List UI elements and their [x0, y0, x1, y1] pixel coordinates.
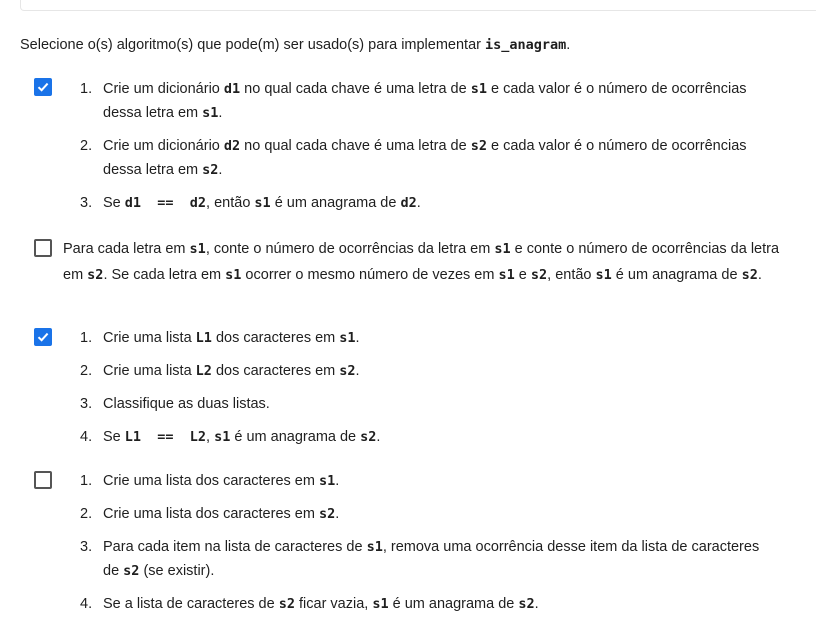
option-2-text: Para cada letra em s1, conte o número de ocorrências da letra em s1 e conte o número de ocorrências da letra em s2. Se cada letra em s1 ocorrer o mesmo número de vezes em s1 e s2, então s1 é um anagrama de s2.	[63, 241, 780, 283]
list-item: 4. Se a lista de caracteres de s2 ficar vazia, s1 é um anagrama de s2.	[80, 596, 539, 612]
list-item: 3. Se d1 == d2, então s1 é um anagrama de d2.	[80, 195, 421, 211]
previous-card-edge	[20, 0, 816, 11]
option-1-checkbox[interactable]	[34, 78, 52, 96]
question-prompt: Selecione o(s) algoritmo(s) que pode(m) ser usado(s) para implementar is_anagram.	[20, 37, 571, 53]
list-item: 1. Crie um dicionário d1 no qual cada chave é uma letra de s1 e cada valor é o número de ocorrências dessa letra em s1.	[80, 81, 747, 121]
option-3-steps	[80, 326, 774, 458]
option-2-checkbox[interactable]	[34, 239, 52, 257]
option-1-steps	[80, 77, 774, 224]
list-item: 2. Crie uma lista L2 dos caracteres em s2.	[80, 363, 360, 379]
option-3-checkbox[interactable]	[34, 328, 52, 346]
list-item: 3. Para cada item na lista de caracteres de s1, remova uma ocorrência desse item da lista de caracteres de s2 (se existir).	[80, 539, 760, 579]
option-4-steps	[80, 469, 774, 625]
list-item: 1. Crie uma lista dos caracteres em s1.	[80, 473, 340, 489]
list-item: 3. Classifique as duas listas.	[80, 396, 270, 412]
list-item: 2. Crie um dicionário d2 no qual cada chave é uma letra de s2 e cada valor é o número de ocorrências dessa letra em s2.	[80, 138, 747, 178]
list-item: 1. Crie uma lista L1 dos caracteres em s1.	[80, 330, 360, 346]
option-4-checkbox[interactable]	[34, 471, 52, 489]
list-item: 4. Se L1 == L2, s1 é um anagrama de s2.	[80, 429, 381, 445]
check-icon	[37, 331, 49, 343]
function-name: is_anagram	[485, 37, 567, 53]
list-item: 2. Crie uma lista dos caracteres em s2.	[80, 506, 340, 522]
check-icon	[37, 81, 49, 93]
